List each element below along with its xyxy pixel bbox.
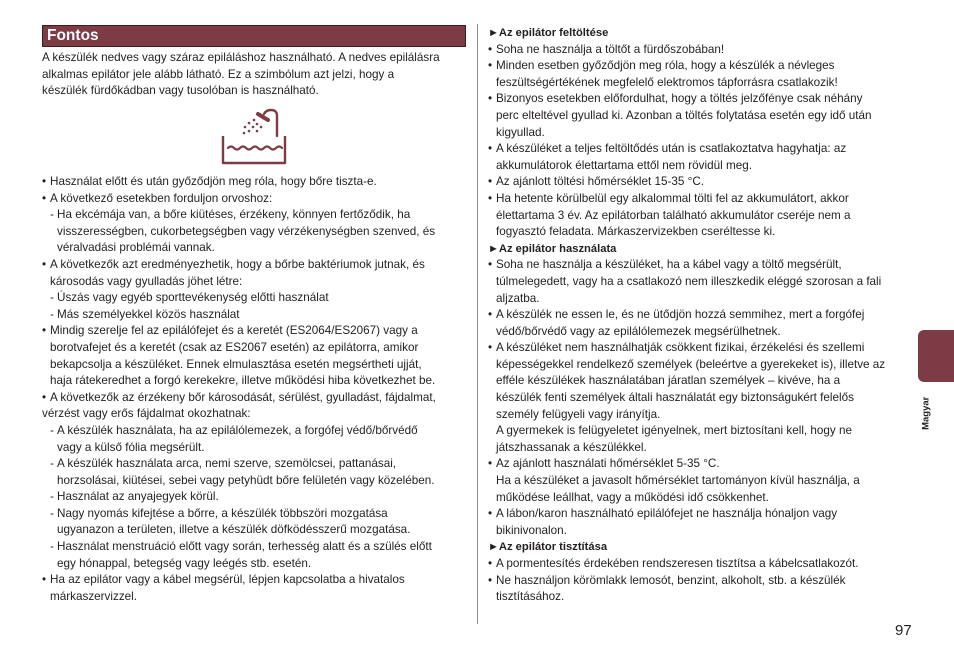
bullet-item: • A készülék ne essen le, és ne ütődjön hozzá semmihez, mert a forgófej xyxy=(488,307,918,324)
bullet-item: • A készüléket nem használhatják csökkent fizikai, érzékelési és szellemi xyxy=(488,340,918,357)
bullet-item: • A következők azt eredményezhetik, hogy a bőrbe baktériumok jutnak, és xyxy=(42,257,472,274)
item-continuation: A gyermekek is felügyeletet igényelnek, mert biztosítani kell, hogy ne xyxy=(496,424,853,438)
item-continuation: akkumulátorok élettartama ettől nem rövidül meg. xyxy=(496,158,752,172)
shower-bathtub-icon xyxy=(220,108,290,166)
item-continuation: véralvadási problémái vannak. xyxy=(57,241,215,255)
item-continuation: efféle készülékek használatában járatlan személyek – kivéve, ha a xyxy=(496,374,841,388)
item-continuation: tisztításához. xyxy=(496,590,565,604)
item-continuation: fogyasztó feladata. Márkaszervizekben cseréltesse ki. xyxy=(496,225,776,239)
bullet-item: • A lábon/karon használható epilálófejet ne használja hónaljon vagy xyxy=(488,506,918,523)
bullet-item: • Használat előtt és után győződjön meg róla, hogy bőre tiszta-e. xyxy=(42,174,472,191)
item-continuation: perc elteltével gyullad ki. Azonban a töltés folytatása esetén egy idő után xyxy=(496,108,872,122)
item-continuation: képességekkel rendelkező személyek (beleértve a gyerekeket is), illetve az xyxy=(496,357,886,371)
triangle-marker-icon: ► xyxy=(488,27,499,39)
bullet-item: • A készüléket a teljes feltöltődés után is csatlakoztatva hagyhatja: az xyxy=(488,141,918,158)
item-continuation: bikinivonalon. xyxy=(496,523,567,537)
dash-item: - Használat menstruáció előtt vagy során, terhesség alatt és a szülés előtt xyxy=(42,539,472,556)
item-continuation: ugyanazon a területen, illetve a készülék döfködésszerű mozgatása. xyxy=(57,523,411,537)
section-title: Fontos xyxy=(47,27,99,44)
page-number: 97 xyxy=(895,622,912,639)
intro-paragraph xyxy=(42,50,472,100)
dash-item: - Nagy nyomás kifejtése a bőrre, a készülék többszöri mozgatása xyxy=(42,506,472,523)
bullet-item: • Ha hetente körülbelül egy alkalommal tölti fel az akkumulátort, akkor xyxy=(488,191,918,208)
column-divider xyxy=(477,24,478,624)
language-tab xyxy=(918,330,954,382)
item-continuation: vagy a külső fólia megsérült. xyxy=(57,440,205,454)
bullet-item: • Az ajánlott használati hőmérséklet 5-35 °C. xyxy=(488,456,918,473)
subsection-heading xyxy=(488,25,918,42)
language-tab-label: Magyar xyxy=(920,396,932,430)
bullet-item: • Mindig szerelje fel az epilálófejet és a keretét (ES2064/ES2067) vagy a xyxy=(42,323,472,340)
triangle-marker-icon: ► xyxy=(488,242,499,255)
item-continuation: károsodás vagy gyulladás jöhet létre: xyxy=(50,274,243,288)
bullet-item: • A következők az érzékeny bőr károsodását, sérülést, gyulladást, fájdalmat, xyxy=(42,390,472,407)
item-continuation: aljzatba. xyxy=(496,291,540,305)
left-bullet-list xyxy=(42,174,472,605)
item-continuation: élettartama 3 év. Az epilátorban található akkumulátor cseréje nem a xyxy=(496,208,851,222)
item-continuation: Ha a készüléket a javasolt hőmérséklet tartományon kívül használja, a xyxy=(496,474,860,488)
right-bullet-list xyxy=(488,25,918,606)
bullet-item: • Bizonyos esetekben előfordulhat, hogy a töltés jelzőfénye csak néhány xyxy=(488,91,918,108)
triangle-marker-icon: ► xyxy=(488,541,499,554)
dash-item: - Ha ekcémája van, a bőre kiütéses, érzékeny, könnyen fertőződik, ha xyxy=(42,207,472,224)
dash-item: - Úszás vagy egyéb sporttevékenység előtti használat xyxy=(42,290,472,307)
item-continuation: személy felügyeli vagy irányítja. xyxy=(496,407,661,421)
item-continuation: horzsolásai, kiütései, sebei vagy petyhüdt bőre felületén vagy közelében. xyxy=(57,473,435,487)
intro-line: alkalmas epilátor jele alább látható. Ez a szimbólum azt jelzi, hogy a xyxy=(42,67,395,81)
bullet-item: • Soha ne használja a készüléket, ha a kábel vagy a töltő megsérült, xyxy=(488,257,918,274)
item-continuation: készülék fenti személyek általi használatát egy biztonságukért felelős xyxy=(496,391,854,405)
bullet-item: • Ha az epilátor vagy a kábel megsérül, lépjen kapcsolatba a hivatalos xyxy=(42,572,472,589)
subsection-heading xyxy=(488,241,918,258)
item-continuation: vérzést vagy erős fájdalmat okozhatnak: xyxy=(42,407,251,421)
item-continuation: kigyullad. xyxy=(496,125,545,139)
item-continuation: visszerességben, cukorbetegségben vagy vérzékenységben szenved, és xyxy=(57,224,436,238)
item-continuation: borotvafejet és a keretét (csak az ES2067 esetén) az epilátorra, amikor xyxy=(50,340,419,354)
dash-item: - A készülék használata arca, nemi szerve, szemölcsei, pattanásai, xyxy=(42,456,472,473)
item-continuation: haja rátekeredhet a forgó kerekekre, illetve működési hiba következhet be. xyxy=(50,374,436,388)
item-continuation: egy hónappal, betegség vagy leégés stb. esetén. xyxy=(57,556,312,570)
dash-item: - Használat az anyajegyek körül. xyxy=(42,489,472,506)
bullet-item: • Minden esetben győződjön meg róla, hogy a készülék a névleges xyxy=(488,58,918,75)
section-header xyxy=(42,25,466,47)
item-continuation: bekapcsolja a készüléket. Ennek elmulasztása esetén megsértheti ujját, xyxy=(50,357,422,371)
bullet-item: • Soha ne használja a töltőt a fürdőszobában! xyxy=(488,42,918,59)
subsection-heading-text: Az epilátor tisztítása xyxy=(498,541,608,554)
bullet-item: • Ne használjon körömlakk lemosót, benzint, alkoholt, stb. a készülék xyxy=(488,573,918,590)
subsection-heading xyxy=(488,539,918,556)
dash-item: - A készülék használata, ha az epilálólemezek, a forgófej védő/bőrvédő xyxy=(42,423,472,440)
item-continuation: játszhassanak a készülékkel. xyxy=(496,440,647,454)
intro-line: A készülék nedves vagy száraz epiláláshoz használható. A nedves epilálásra xyxy=(42,51,440,64)
subsection-heading-text: Az epilátor használata xyxy=(498,242,617,255)
item-continuation: márkaszervizzel. xyxy=(50,589,138,603)
item-continuation: védő/bőrvédő vagy az epilálólemezek megsérülhetnek. xyxy=(496,324,781,338)
item-continuation: túlmelegedett, vagy ha a csatlakozó nem illeszkedik eléggé szorosan a fali xyxy=(496,274,882,288)
bullet-item: • A következő esetekben forduljon orvoshoz: xyxy=(42,191,472,208)
intro-line: készülék fürdőkádban vagy tusolóban is használható. xyxy=(42,84,319,98)
item-continuation: működése leállhat, vagy a működési idő csökkenhet. xyxy=(496,490,769,504)
item-continuation: feszültségértékének megfelelő elektromos tápforrásra csatlakozik! xyxy=(496,75,838,89)
dash-item: - Más személyekkel közös használat xyxy=(42,307,472,324)
subsection-heading-text: Az epilátor feltöltése xyxy=(498,27,609,39)
bullet-item: • Az ajánlott töltési hőmérséklet 15-35 °C. xyxy=(488,174,918,191)
bullet-item: • A pormentesítés érdekében rendszeresen tisztítsa a kábelcsatlakozót. xyxy=(488,556,918,573)
